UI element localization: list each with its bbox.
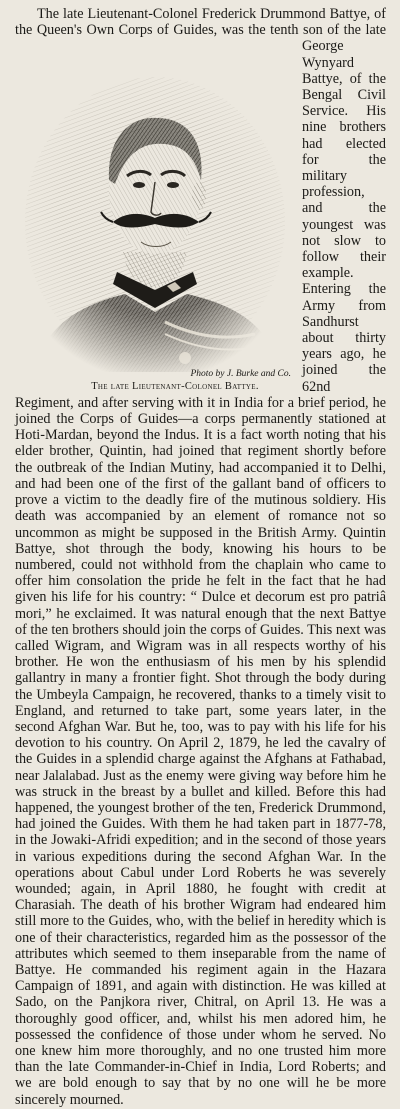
article-lead-continued: the tenth son of the late George Wynyard Battye, of the Bengal Civil Service. <box>248 22 386 120</box>
photo-credit: Photo by J. Burke and Co. <box>190 369 291 380</box>
obituary-article <box>15 6 386 1108</box>
figure-caption: The late Lieutenant-Colonel Battye. <box>91 381 259 393</box>
portrait-figure <box>15 38 297 393</box>
article-paragraph <box>15 6 386 1108</box>
article-body: His nine brothers had elected for the military profession, and the youngest was not slow to follow their example. Entering the Army from Sandhurst about thirty years ago, he joined the 62nd Regiment, and after serving with it in India for a brief period, he joined the Corps of Guides—a corps permanently stationed at Hoti-Mardan, beyond the Indus. It is a fact worth noting that his elder brother, Quintin, had joined that regiment shortly before the outbreak of the Indian Mutiny, had accompanied it to Delhi, and had been one of the first of the gallant band of officers to prove a victim to the deadly fire of the mutinous soldiery. His death was accompanied by an element of romance not so uncommon as might be supposed in the British Army. Quintin Battye, shot through the body, knowing his hours to be numbered, could not withhold from the chaplain who came to offer him consolation the pride he felt in the fact that he had given his life for his country: “ Dulce et decorum est pro patriâ mori,” he exclaimed. It was natural enough that the next Battye of the ten brothers should join the corps of Guides. This next was called Wigram, and Wigram was in all respects worthy of his brother. He won the enthusiasm of his men by his splendid gallantry in many a frontier fight. Shot through the body during the Umbeyla Campaign, he recovered, thanks to a timely visit to England, and returned to take part, some years later, in the second Afghan War. But he, too, was to pay with his life for his devotion to his country. On April 2, 1879, he led the cavalry of the Guides in a splendid charge against the Afghans at Fathabad, near Jalalabad. Just as the enemy were giving way before him he was struck in the breast by a bullet and killed. Before this had happened, the youngest brother of the ten, Frederick Drummond, had joined the Guides. With them he had taken part in 1877-78, in the Jowaki-Afridi expedition; and in the second of those years in various expeditions during the second Afghan War. In the operations about Cabul under Lord Roberts he was severely wounded; again, in April 1880, he fought with credit at Charasiah. The death of his brother Wigram had endeared him still more to the Guides, who, with the belief in heredity which is one of their characteristics, regarded him as the possessor of the attributes which seemed to them inseparable from the name of Battye. He commanded his regiment again in the Hazara Campaign of 1891, and again with distinction. He was killed at Sado, on the Panjkora river, Chitral, on April 13. He was a thoroughly good officer, and, whilst his men adored him, he possessed the confidence of those under whom he served. No one knew him more thoroughly, and no one trusted him more than the late Commander-in-Chief in India, Lord Roberts; and we are bold enough to say that by no one will he be more sincerely mourned. <box>15 103 386 1108</box>
portrait-engraving <box>15 72 293 372</box>
article-lead: The late Lieutenant-Colonel Frederick Drummond Battye, of the Queen's Own Corps of Guides, was <box>15 6 386 39</box>
